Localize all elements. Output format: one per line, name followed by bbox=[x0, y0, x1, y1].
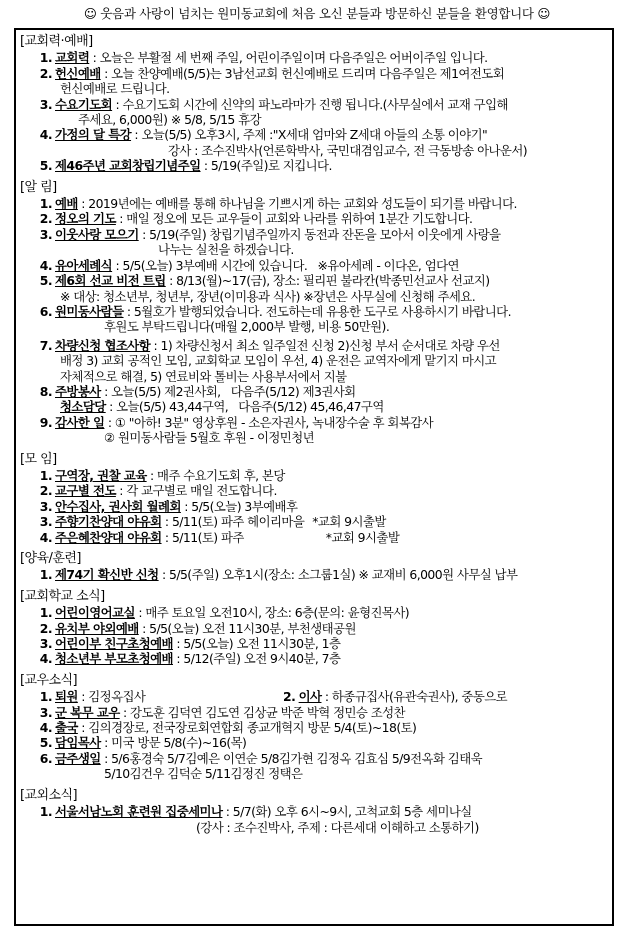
item-title: 청소담당 bbox=[60, 399, 106, 415]
item-title: 군 복무 교우 bbox=[55, 704, 120, 720]
item-number: 2. bbox=[39, 65, 52, 81]
item-text: : 5/11(토) 파주 bbox=[161, 529, 244, 545]
section-announcements bbox=[20, 180, 610, 446]
item-text: : 매주 토요일 오전10시, 장소: 6층(문의: 윤형진목사) bbox=[134, 605, 410, 621]
item-title: 제74기 확신반 신청 bbox=[55, 567, 159, 583]
item-text: : 하종규집사(유관숙권사), 중동으로 bbox=[321, 689, 508, 705]
item-continuation: 배정 3) 교회 공적인 모임, 교회학교 모임이 우선, 4) 운전은 교역자에게 맡기지 마시고 bbox=[60, 353, 497, 369]
item-text: : 미국 방문 5/8(수)~16(목) bbox=[100, 735, 247, 751]
item-text: : 오늘 찬양예배(5/5)는 3남선교회 헌신예배로 드리며 다음주일은 제1여전도회 bbox=[100, 65, 505, 81]
item-text: : 5/5(오늘) 오전 11시30분, 1층 bbox=[172, 636, 341, 652]
item-number: 2. bbox=[39, 620, 52, 636]
item-number: 4. bbox=[39, 257, 52, 273]
section-church-school bbox=[20, 589, 610, 667]
section-title: [교회력·예배] bbox=[20, 34, 93, 49]
item-title: 출국 bbox=[55, 720, 78, 736]
item-text: : 각 교구별로 매일 전도합니다. bbox=[115, 483, 277, 499]
item-text: : 5/12(주일) 오전 9시40분, 7층 bbox=[172, 651, 341, 667]
list-item bbox=[20, 304, 610, 319]
item-text: : 매주 수요기도회 후, 본당 bbox=[146, 467, 285, 483]
item-text: : 5/7(화) 오후 6시~9시, 고척교회 5층 세미나실 bbox=[222, 804, 472, 820]
item-continuation: 자체적으로 해결, 5) 연료비와 톨비는 사용부서에서 지불 bbox=[60, 368, 347, 384]
item-number: 4. bbox=[39, 127, 52, 143]
item-text: : 5/6홍경숙 5/7김예은 이연순 5/8김가현 김정옥 김효심 5/9전옥화 김태욱 bbox=[100, 750, 483, 766]
item-note: *교회 9시출발 bbox=[312, 514, 386, 530]
item-text: : 1) 차량신청서 최소 일주일전 신청 2)신청 부서 순서대로 차량 우선 bbox=[150, 337, 500, 353]
item-number: 9. bbox=[39, 414, 52, 430]
item-continuation: (강사 : 조수진박사, 주제 : 다른세대 이해하고 소통하기) bbox=[196, 819, 479, 835]
item-title: 청소년부 부모초청예배 bbox=[55, 651, 173, 667]
item-title: 담임목사 bbox=[55, 735, 101, 751]
item-text: : 매일 정오에 모든 교우들이 교회와 나라를 위하여 1분간 기도합니다. bbox=[115, 211, 473, 227]
list-item bbox=[20, 636, 610, 651]
item-continuation: 5/10김건우 김덕순 5/11김정진 정택은 bbox=[104, 766, 303, 782]
item-title: 주방봉사 bbox=[55, 383, 101, 399]
item-title: 원미동사람들 bbox=[55, 303, 124, 319]
item-continuation: 헌신예배로 드립니다. bbox=[60, 81, 170, 97]
list-item bbox=[20, 415, 610, 430]
item-title: 헌신예배 bbox=[55, 65, 101, 81]
list-item bbox=[20, 804, 610, 819]
list-item bbox=[20, 530, 610, 545]
item-title: 가정의 달 특강 bbox=[55, 127, 132, 143]
list-item bbox=[20, 384, 610, 399]
section-title: [교외소식] bbox=[20, 787, 78, 803]
list-item bbox=[20, 499, 610, 514]
list-item bbox=[20, 651, 610, 666]
list-item bbox=[20, 735, 610, 750]
section-meetings bbox=[20, 452, 610, 545]
item-number: 6. bbox=[39, 303, 52, 319]
list-item bbox=[20, 258, 610, 273]
section-title: [교회학교 소식] bbox=[20, 588, 105, 604]
item-text: : 5/19(주일) 창립기념주일까지 동전과 잔돈을 모아서 이웃에게 사랑을 bbox=[138, 226, 501, 242]
item-title: 유아세례식 bbox=[55, 257, 113, 273]
item-text: : 오늘(5/5) 오후3시, 주제 :"X세대 엄마와 Z세대 아들의 소통 이야기" bbox=[131, 127, 488, 143]
list-item bbox=[20, 196, 610, 211]
item-number: 1. bbox=[39, 467, 52, 483]
section-training bbox=[20, 551, 610, 583]
item-title: 어린이영어교실 bbox=[55, 605, 135, 621]
item-title: 주향기찬양대 야유회 bbox=[55, 514, 162, 530]
item-continuation: 강사 : 조수진박사(언론학박사, 국민대겸임교수, 전 극동방송 아나운서) bbox=[168, 142, 528, 158]
list-item bbox=[20, 751, 610, 766]
item-number: 3. bbox=[39, 226, 52, 242]
item-title: 감사한 일 bbox=[55, 414, 105, 430]
item-title: 퇴원 bbox=[55, 689, 78, 705]
list-item bbox=[20, 705, 610, 720]
section-title: [알 림] bbox=[20, 179, 57, 195]
list-item bbox=[20, 621, 610, 636]
section-church-calendar bbox=[20, 34, 610, 174]
item-continuation: 주세요, 6,000원) ※ 5/8, 5/15 휴강 bbox=[78, 112, 261, 128]
list-item bbox=[20, 97, 610, 112]
item-title: 구역장, 권찰 교육 bbox=[55, 467, 147, 483]
item-text: : 2019년에는 예배를 통해 하나님을 기쁘시게 하는 교회와 성도들이 되기를 바랍니다. bbox=[77, 196, 517, 212]
item-title: 안수집사, 권사회 월례회 bbox=[55, 498, 181, 514]
item-number: 1. bbox=[39, 804, 52, 820]
item-number: 6. bbox=[39, 750, 52, 766]
item-continuation: ② 원미동사람들 5월호 후원 - 이정민청년 bbox=[104, 430, 315, 446]
item-text: : 오늘(5/5) 제2권사회, 다음주(5/12) 제3권사회 bbox=[100, 383, 356, 399]
list-item bbox=[20, 720, 610, 735]
list-item bbox=[20, 211, 610, 226]
item-text: : 5/5(주일) 오후1시(장소: 소그룹1실) ※ 교재비 6,000원 사무실 납부 bbox=[158, 567, 518, 583]
section-title: [교우소식] bbox=[20, 672, 78, 688]
item-title: 정오의 기도 bbox=[55, 211, 116, 227]
section-member-news bbox=[20, 673, 610, 782]
item-title: 이사 bbox=[298, 689, 322, 705]
item-text: : 5/5(오늘) 3부예배 시간에 있습니다. ※유아세례 - 이다온, 엄다연 bbox=[112, 257, 459, 273]
item-text: : 5/5(오늘) 오전 11시30분, 부천생태공원 bbox=[138, 620, 356, 636]
item-title: 예배 bbox=[55, 196, 78, 212]
item-number: 1. bbox=[39, 605, 52, 621]
item-number: 3. bbox=[39, 704, 52, 720]
item-number: 4. bbox=[39, 720, 52, 736]
item-number: 2. bbox=[39, 211, 52, 227]
item-title: 차량신청 협조사항 bbox=[55, 337, 151, 353]
item-number: 1. bbox=[39, 196, 52, 212]
item-title: 서울서남노회 훈련원 집중세미나 bbox=[55, 804, 223, 820]
list-item bbox=[20, 66, 610, 81]
list-item bbox=[20, 483, 610, 498]
item-number: 1. bbox=[39, 689, 52, 705]
list-item bbox=[20, 50, 610, 65]
item-text: : 오늘(5/5) 43,44구역, 다음주(5/12) 45,46,47구역 bbox=[105, 399, 384, 415]
welcome-banner: ☺ 웃음과 사랑이 넘치는 원미동교회에 처음 오신 분들과 방문하신 분들을 환영합니다 ☺ bbox=[83, 6, 551, 21]
item-text: : 김의경장로, 전국장로회연합회 종교개혁지 방문 5/4(토)~18(토) bbox=[77, 720, 417, 736]
item-number: 1. bbox=[39, 567, 52, 583]
item-title: 어린이부 친구초청예배 bbox=[55, 636, 173, 652]
item-title: 주은혜찬양대 야유회 bbox=[55, 529, 162, 545]
item-title: 제46주년 교회창립기념주일 bbox=[55, 158, 201, 174]
item-text: : 5월호가 발행되었습니다. 전도하는데 유용한 도구로 사용하시기 바랍니다. bbox=[123, 303, 511, 319]
item-title: 수요기도회 bbox=[55, 96, 113, 112]
item-number: 1. bbox=[39, 50, 52, 66]
list-item bbox=[20, 689, 610, 704]
item-number: 5. bbox=[39, 273, 52, 289]
item-text: : 5/11(토) 파주 헤이리마을 bbox=[161, 514, 305, 530]
item-continuation: 후원도 부탁드립니다(매월 2,000부 발행, 비용 50만원). bbox=[104, 319, 390, 335]
list-item bbox=[20, 227, 610, 242]
item-text: : 강도훈 김덕연 김도연 김상균 박준 박혁 정민승 조성찬 bbox=[119, 704, 405, 720]
item-number: 2. bbox=[39, 483, 52, 499]
item-number: 3. bbox=[39, 514, 52, 530]
item-text: : 수요기도회 시간에 신약의 파노라마가 진행 됩니다.(사무실에서 교재 구입해 bbox=[112, 96, 508, 112]
section-title: [모 임] bbox=[20, 451, 57, 467]
item-number: 8. bbox=[39, 383, 52, 399]
bulletin-content bbox=[20, 34, 610, 835]
item-number: 4. bbox=[39, 651, 52, 667]
item-number: 4. bbox=[39, 529, 52, 545]
item-number: 5. bbox=[39, 735, 52, 751]
item-title: 금주생일 bbox=[55, 750, 101, 766]
item-number: 7. bbox=[39, 337, 52, 353]
section-title: [양육/훈련] bbox=[20, 551, 81, 566]
item-title: 유치부 야외예배 bbox=[55, 620, 139, 636]
item-title: 교회력 bbox=[55, 50, 90, 66]
item-title: 교구별 전도 bbox=[55, 483, 116, 499]
item-text: : 5/19(주일)로 지킵니다. bbox=[200, 158, 332, 174]
item-text: : 5/5(오늘) 3부예배후 bbox=[180, 498, 298, 514]
list-item bbox=[20, 273, 610, 288]
item-number: 5. bbox=[39, 158, 52, 174]
item-continuation: 나누는 실천을 하겠습니다. bbox=[158, 242, 294, 258]
item-note: *교회 9시출발 bbox=[325, 529, 400, 545]
item-number: 3. bbox=[39, 498, 52, 514]
item-text: : 김정옥집사 bbox=[77, 689, 146, 705]
list-item bbox=[20, 127, 610, 142]
list-item bbox=[20, 468, 610, 483]
item-number: 3. bbox=[39, 96, 52, 112]
list-item bbox=[20, 514, 610, 529]
list-item bbox=[20, 567, 610, 582]
item-title: 제6회 선교 비전 트립 bbox=[55, 273, 166, 289]
item-text: : ① "아하! 3분" 영상후원 - 소은자권사, 녹내장수술 후 회복감사 bbox=[104, 414, 434, 430]
item-number: 3. bbox=[39, 636, 52, 652]
item-continuation: ※ 대상: 청소년부, 청년부, 장년(이미용과 식사) ※장년은 사무실에 신청해 주세요. bbox=[60, 288, 476, 304]
list-item bbox=[20, 338, 610, 353]
item-text: : 오늘은 부활절 세 번째 주일, 어린이주일이며 다음주일은 어버이주일 입니다. bbox=[89, 50, 488, 66]
item-title: 이웃사랑 모으기 bbox=[55, 226, 139, 242]
list-item bbox=[20, 399, 610, 414]
list-item bbox=[20, 605, 610, 620]
section-external-news bbox=[20, 788, 610, 835]
list-item bbox=[20, 158, 610, 173]
item-text: : 8/13(월)~17(금), 장소: 필리핀 불라칸(박종민선교사 선교지) bbox=[165, 273, 490, 289]
item-number: 2. bbox=[283, 689, 296, 705]
